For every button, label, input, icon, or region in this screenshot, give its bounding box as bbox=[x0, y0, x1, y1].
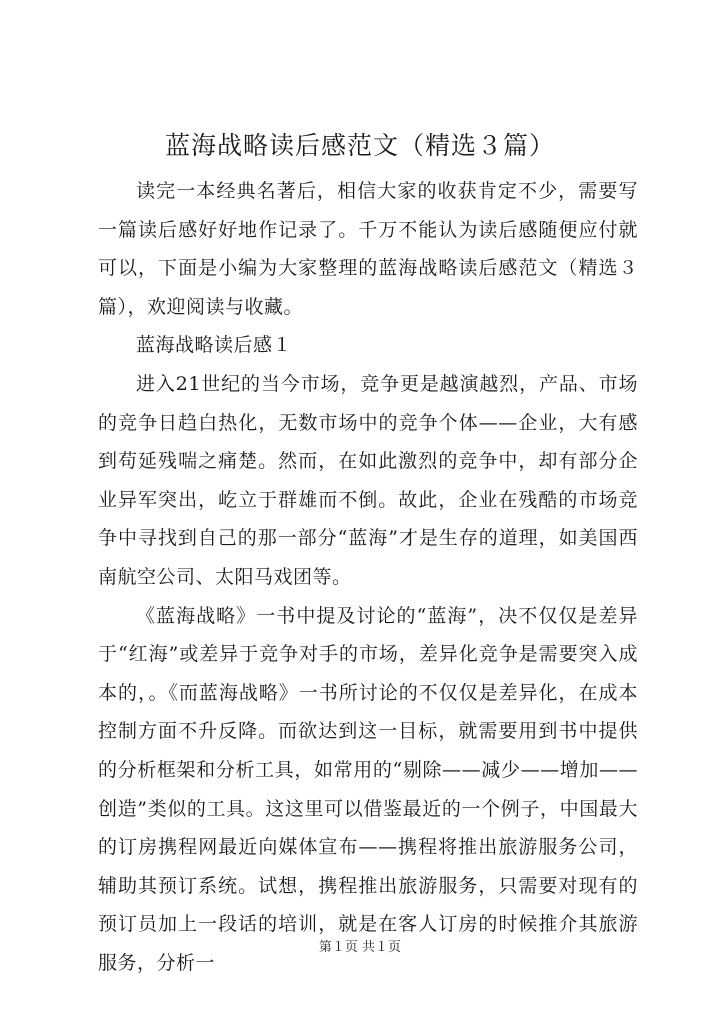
body-paragraph-2: 《蓝海战略》一书中提及讨论的“蓝海”，决不仅仅是差异于“红海”或差异于竞争对手的市场，差异化竞争是需要突入成本的，。《而蓝海战略》一书所讨论的不仅仅是差异化，在成本控制方面不升反降。而欲达到这一目标，就需要用到书中提供的分析框架和分析工具，如常用的“剔除——减少——增加——创造”类似的工具。这这里可以借鉴最近的一个例子，中国最大的订房携程网最近向媒体宣布——携程将推出旅游服务公司，辅助其预订系统。试想，携程推出旅游服务，只需要对现有的预订员加上一段话的培训，就是在客人订房的时候推介其旅游服务，分析一 bbox=[98, 604, 638, 974]
section-heading: 蓝海战略读后感１ bbox=[136, 334, 293, 357]
document-title: 蓝海战略读后感范文（精选３篇） bbox=[164, 131, 555, 160]
body-paragraph-1: 进入21世纪的当今市场，竞争更是越演越烈，产品、市场的竞争日趋白热化，无数市场中的竞争个体——企业，大有感到苟延残喘之痛楚。然而，在如此激烈的竞争中，却有部分企业异军突出，屹立于群雄而不倒。故此，企业在残酷的市场竞争中寻找到自己的那一部分“蓝海”才是生存的道理，如美国西南航空公司、太阳马戏团等。 bbox=[98, 372, 638, 588]
page-number-footer: 第１页 共１页 bbox=[318, 940, 402, 955]
document-body bbox=[98, 172, 638, 982]
intro-paragraph: 读完一本经典名著后，相信大家的收获肯定不少，需要写一篇读后感好好地作记录了。千万不能认为读后感随便应付就可以，下面是小编为大家整理的蓝海战略读后感范文（精选３篇），欢迎阅读与收藏。 bbox=[98, 180, 638, 318]
